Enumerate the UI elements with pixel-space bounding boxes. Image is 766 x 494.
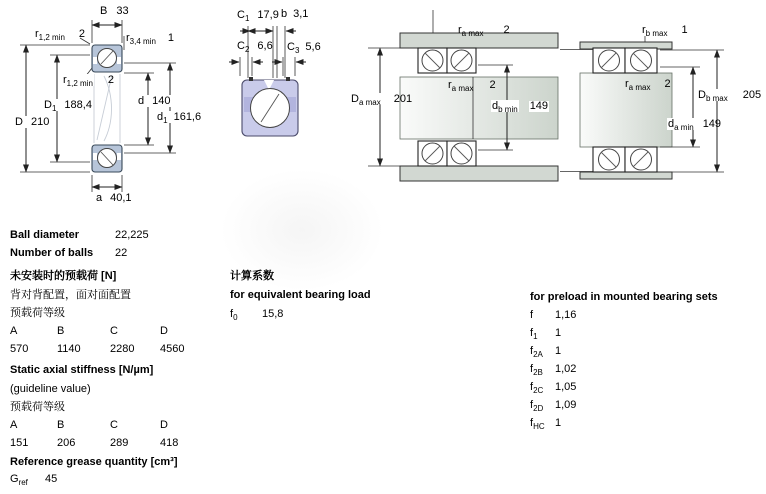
factor-row-fhc: $f_{HC}$ 1 <box>530 417 562 431</box>
preload-header-c: C <box>110 325 118 337</box>
diagram-mounted-pair-b <box>560 36 724 179</box>
preload-factors-title: for preload in mounted bearing sets <box>530 291 718 303</box>
equiv-load-title: for equivalent bearing load <box>230 289 371 301</box>
preload-title: 未安装时的预载荷 [N] <box>10 270 117 282</box>
preload-value-d: 4560 <box>160 343 185 355</box>
factor-row-f1: $f_1$ 1 <box>530 327 562 341</box>
stiffness-header-b: B <box>57 419 65 431</box>
preload-class-label: 预载荷等级 <box>10 307 65 319</box>
dim-label-db-min: $d_{b min}$ 149 <box>492 100 549 114</box>
number-of-balls-label: Number of balls <box>10 247 94 259</box>
dim-label-r34: $r_{3,4 min}$ 1 <box>126 32 175 46</box>
dim-label-r12-top: $r_{1,2 min}$ 2 <box>35 28 86 42</box>
dim-label-ra-max-top: $r_{a max}$ 2 <box>458 24 510 38</box>
dim-label-ra-max-mid: $r_{a max}$ 2 <box>448 79 496 93</box>
stiffness-value-d: 418 <box>160 437 179 449</box>
f0-symbol: $f_0$ <box>230 308 238 322</box>
stiffness-title: Static axial stiffness [N/µm] <box>10 364 154 376</box>
number-of-balls-value: 22 <box>115 247 128 259</box>
grease-symbol: $G_{ref}$ <box>10 473 28 487</box>
ball-diameter-value: 22,225 <box>115 229 149 241</box>
factor-row-f2d: $f_{2D}$ 1,09 <box>530 399 577 413</box>
factor-row-f: f 1,16 <box>530 309 577 321</box>
stiffness-header-a: A <box>10 419 18 431</box>
dim-label-a: a 40,1 <box>96 192 132 204</box>
stiffness-value-a: 151 <box>10 437 29 449</box>
ball-diameter-label: Ball diameter <box>10 229 80 241</box>
dim-label-Db-max: $D_{b max}$ 205 <box>698 89 762 103</box>
f0-value: 15,8 <box>262 308 284 320</box>
stiffness-header-d: D <box>160 419 168 431</box>
preload-value-b: 1140 <box>57 343 81 355</box>
preload-value-c: 2280 <box>110 343 135 355</box>
stiffness-note: (guideline value) <box>10 383 91 395</box>
stiffness-header-c: C <box>110 419 118 431</box>
dim-label-b2: b 3,1 <box>281 8 309 20</box>
stiffness-class-label: 预载荷等级 <box>10 401 65 413</box>
dim-label-d1: $d_1$ 161,6 <box>157 111 202 125</box>
dim-label-Da-max: $D_{a max}$ 201 <box>351 93 413 107</box>
dim-label-d: d 140 <box>138 95 171 107</box>
calc-title: 计算系数 <box>230 270 274 282</box>
dim-label-da-min: $d_{a min}$ 149 <box>668 118 722 132</box>
preload-value-a: 570 <box>10 343 29 355</box>
dim-label-D: D 210 <box>15 116 50 128</box>
dim-label-C3: $C_3$ 5,6 <box>287 41 321 55</box>
preload-header-a: A <box>10 325 18 337</box>
dim-label-C2: $C_2$ 6,6 <box>237 40 273 54</box>
stiffness-value-c: 289 <box>110 437 129 449</box>
dim-label-D1: $D_1$ 188,4 <box>44 99 92 113</box>
preload-header-b: B <box>57 325 65 337</box>
dim-label-B: B 33 <box>100 5 129 17</box>
preload-arrangement: 背对背配置，面对面配置 <box>10 289 131 301</box>
dim-label-C1: $C_1$ 17,9 <box>237 9 279 23</box>
factor-row-f2a: $f_{2A}$ 1 <box>530 345 562 359</box>
dim-label-ra-max-b: $r_{a max}$ 2 <box>625 78 671 92</box>
preload-header-d: D <box>160 325 168 337</box>
dim-label-r12-mid: $r_{1,2 min}$ 2 <box>63 74 115 88</box>
grease-title: Reference grease quantity [cm³] <box>10 456 178 468</box>
dim-label-rb-max: $r_{b max}$ 1 <box>642 24 688 38</box>
stiffness-value-b: 206 <box>57 437 76 449</box>
factor-row-f2b: $f_{2B}$ 1,02 <box>530 363 577 377</box>
factor-row-f2c: $f_{2C}$ 1,05 <box>530 381 577 395</box>
grease-value: 45 <box>45 473 58 485</box>
